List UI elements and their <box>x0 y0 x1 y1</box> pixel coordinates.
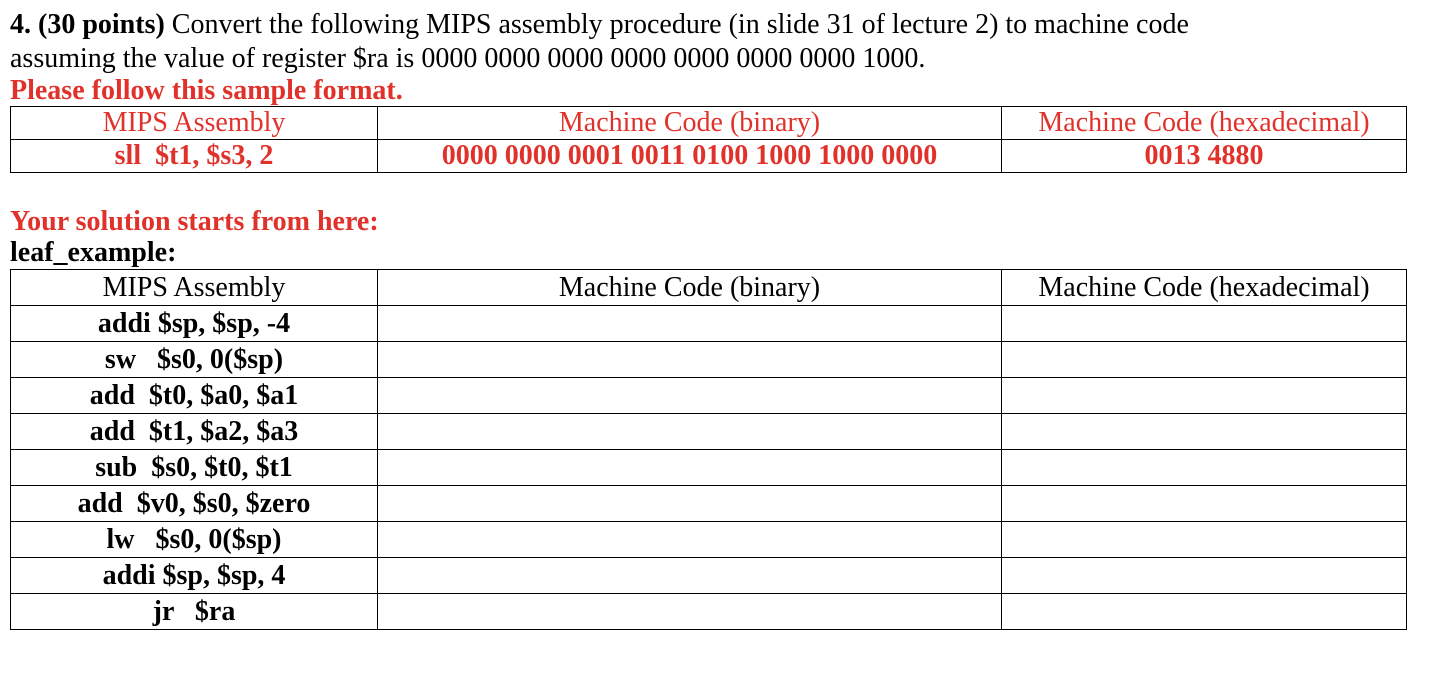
binary-answer-cell[interactable] <box>378 378 1002 414</box>
sample-hex-cell: 0013 4880 <box>1002 140 1407 173</box>
hex-answer-cell[interactable] <box>1002 486 1407 522</box>
solution-header-hex: Machine Code (hexadecimal) <box>1002 270 1407 306</box>
assembly-cell: addi $sp, $sp, -4 <box>11 306 378 342</box>
table-row <box>11 342 1407 378</box>
table-row <box>11 450 1407 486</box>
solution-header-row <box>11 270 1407 306</box>
hex-answer-cell[interactable] <box>1002 342 1407 378</box>
sample-table <box>10 106 1407 173</box>
procedure-label: leaf_example: <box>10 237 177 268</box>
binary-answer-cell[interactable] <box>378 558 1002 594</box>
assembly-cell: sw $s0, 0($sp) <box>11 342 378 378</box>
sample-header-row <box>11 107 1407 140</box>
document-page <box>10 8 1406 630</box>
table-row <box>11 558 1407 594</box>
question-line-2: assuming the value of register $ra is 0000 0000 0000 0000 0000 0000 0000 1000. <box>10 43 926 74</box>
table-row <box>11 594 1407 630</box>
binary-answer-cell[interactable] <box>378 594 1002 630</box>
binary-answer-cell[interactable] <box>378 450 1002 486</box>
question-number: 4. <box>10 9 31 40</box>
question-points: (30 points) <box>38 9 165 40</box>
binary-answer-cell[interactable] <box>378 522 1002 558</box>
hex-answer-cell[interactable] <box>1002 306 1407 342</box>
hex-answer-cell[interactable] <box>1002 594 1407 630</box>
sample-row <box>11 140 1407 173</box>
hex-answer-cell[interactable] <box>1002 378 1407 414</box>
assembly-cell: add $t0, $a0, $a1 <box>11 378 378 414</box>
question-line-1 <box>10 8 1406 42</box>
hex-answer-cell[interactable] <box>1002 558 1407 594</box>
assembly-cell: add $t1, $a2, $a3 <box>11 414 378 450</box>
binary-answer-cell[interactable] <box>378 414 1002 450</box>
assembly-cell: lw $s0, 0($sp) <box>11 522 378 558</box>
solution-header-binary: Machine Code (binary) <box>378 270 1002 306</box>
table-row <box>11 486 1407 522</box>
solution-header-assembly: MIPS Assembly <box>11 270 378 306</box>
table-row <box>11 414 1407 450</box>
binary-answer-cell[interactable] <box>378 342 1002 378</box>
hex-answer-cell[interactable] <box>1002 414 1407 450</box>
binary-answer-cell[interactable] <box>378 486 1002 522</box>
hex-answer-cell[interactable] <box>1002 522 1407 558</box>
table-row <box>11 306 1407 342</box>
hex-answer-cell[interactable] <box>1002 450 1407 486</box>
sample-heading: Please follow this sample format. <box>10 75 403 106</box>
assembly-cell: jr $ra <box>11 594 378 630</box>
sample-assembly-cell: sll $t1, $s3, 2 <box>11 140 378 173</box>
question-text-1: Convert the following MIPS assembly procedure (in slide 31 of lecture 2) to machine code <box>164 9 1189 40</box>
table-row <box>11 378 1407 414</box>
sample-header-assembly: MIPS Assembly <box>11 107 378 140</box>
binary-answer-cell[interactable] <box>378 306 1002 342</box>
solution-table <box>10 269 1407 630</box>
assembly-cell: addi $sp, $sp, 4 <box>11 558 378 594</box>
assembly-cell: sub $s0, $t0, $t1 <box>11 450 378 486</box>
solution-heading: Your solution starts from here: <box>10 206 379 237</box>
table-row <box>11 522 1407 558</box>
assembly-cell: add $v0, $s0, $zero <box>11 486 378 522</box>
sample-header-hex: Machine Code (hexadecimal) <box>1002 107 1407 140</box>
sample-header-binary: Machine Code (binary) <box>378 107 1002 140</box>
sample-binary-cell: 0000 0000 0001 0011 0100 1000 1000 0000 <box>378 140 1002 173</box>
